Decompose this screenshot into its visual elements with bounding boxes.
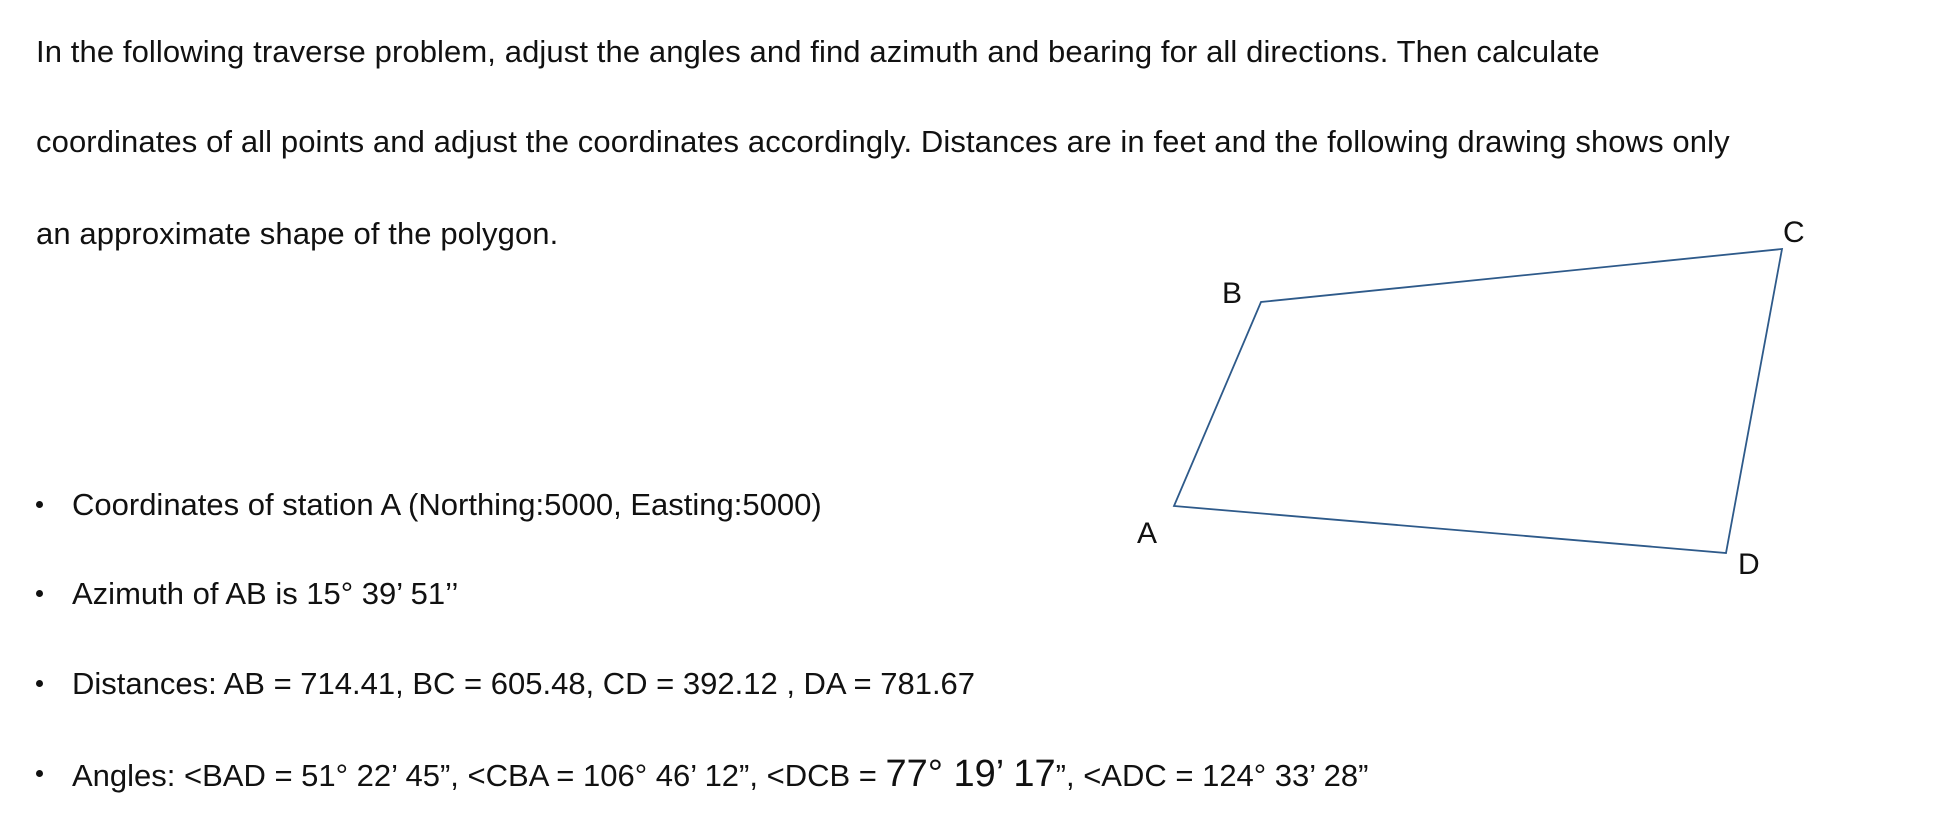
bullet-azimuth-text: Azimuth of AB is 15° 39’ 51’’ (72, 576, 459, 611)
problem-statement-line-2: coordinates of all points and adjust the coordinates accordingly. Distances are in feet and the following drawing shows only (36, 124, 1730, 159)
bullet-dot-icon (36, 590, 43, 597)
bullet-angles-text (72, 753, 1369, 795)
bullet-dot-icon (36, 770, 43, 777)
vertex-label-a: A (1137, 517, 1158, 550)
problem-statement-line-3: an approximate shape of the polygon. (36, 216, 559, 251)
bullet-distances-text: Distances: AB = 714.41, BC = 605.48, CD = 392.12 , DA = 781.67 (72, 666, 976, 701)
bullet-dot-icon (36, 680, 43, 687)
vertex-label-b: B (1222, 277, 1243, 310)
bullet-dot-icon (36, 501, 43, 508)
angles-dcb-value: 77° 19’ 17 (885, 753, 1056, 795)
polygon-outline (1174, 249, 1782, 553)
angles-part-1: Angles: <BAD = 51° 22’ 45”, <CBA = 106° 46’ 12”, <DCB = (72, 758, 886, 793)
problem-statement-line-1: In the following traverse problem, adjust the angles and find azimuth and bearing for all directions. Then calculate (36, 34, 1600, 69)
bullet-coordinates-text: Coordinates of station A (Northing:5000, Easting:5000) (72, 487, 822, 522)
vertex-label-c: C (1783, 216, 1805, 249)
angles-part-2: ”, <ADC = 124° 33’ 28” (1055, 758, 1369, 793)
vertex-label-d: D (1738, 548, 1760, 581)
